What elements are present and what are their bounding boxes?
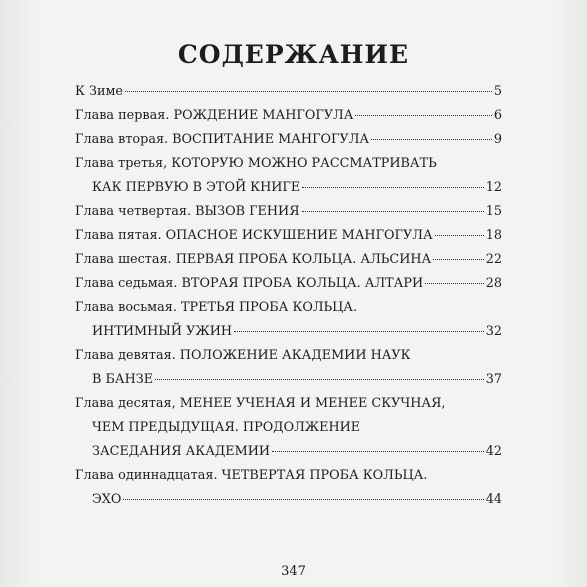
toc-entry [75,228,502,243]
dot-leader [302,187,483,188]
toc-entry-text: Глава одиннадцатая. ЧЕТВЕРТАЯ ПРОБА КОЛЬЦА. [75,468,428,483]
toc-entry-text: КАК ПЕРВУЮ В ЭТОЙ КНИГЕ [92,180,301,195]
dot-leader [123,499,483,500]
toc-page-number: 12 [485,180,502,195]
toc-entry-line [75,492,502,507]
toc-entry-line [75,84,502,99]
toc-entry-text: ЧЕМ ПРЕДЫДУЩАЯ. ПРОДОЛЖЕНИЕ [92,420,361,435]
table-of-contents [75,84,502,516]
toc-page-number: 44 [485,492,502,507]
page-title: СОДЕРЖАНИЕ [177,40,410,69]
page-number: 347 [281,564,306,579]
dot-leader [355,115,491,116]
toc-entry-text: Глава третья, КОТОРУЮ МОЖНО РАССМАТРИВАТЬ [75,156,437,171]
toc-page-number: 15 [485,204,502,219]
toc-entry-text: ЭХО [92,492,122,507]
toc-entry-line [75,348,502,363]
dot-leader [155,379,484,380]
toc-entry-text: Глава седьмая. ВТОРАЯ ПРОБА КОЛЬЦА. АЛТАРИ [75,276,424,291]
toc-entry [75,108,502,123]
toc-entry-line [75,300,502,315]
toc-entry-text: В БАНЗЕ [92,372,154,387]
toc-entry-text: ЗАСЕДАНИЯ АКАДЕМИИ [92,444,271,459]
toc-entry-line [75,180,502,195]
toc-page-number: 22 [485,252,502,267]
toc-entry [75,252,502,267]
toc-entry [75,348,502,387]
toc-entry-line [75,372,502,387]
toc-page-number: 28 [485,276,502,291]
toc-entry-line [75,228,502,243]
toc-page-number: 9 [493,132,502,147]
toc-entry-text: Глава пятая. ОПАСНОЕ ИСКУШЕНИЕ МАНГОГУЛА [75,228,433,243]
toc-entry [75,84,502,99]
toc-entry-line [75,468,502,483]
toc-entry-text: Глава девятая. ПОЛОЖЕНИЕ АКАДЕМИИ НАУК [75,348,411,363]
toc-entry [75,132,502,147]
toc-entry-text: Глава шестая. ПЕРВАЯ ПРОБА КОЛЬЦА. АЛЬСИНА [75,252,432,267]
toc-entry-line [75,132,502,147]
toc-entry [75,396,502,459]
toc-entry-line [75,156,502,171]
toc-entry-text: Глава четвертая. ВЫЗОВ ГЕНИЯ [75,204,300,219]
toc-entry [75,204,502,219]
toc-entry-text: Глава десятая, МЕНЕЕ УЧЕНАЯ И МЕНЕЕ СКУЧНАЯ, [75,396,446,411]
dot-leader [425,283,484,284]
toc-entry [75,156,502,195]
toc-page-number: 18 [485,228,502,243]
dot-leader [125,91,492,92]
toc-page-number: 32 [485,324,502,339]
toc-page-number: 37 [485,372,502,387]
dot-leader [435,235,484,236]
toc-entry-line [75,420,502,435]
toc-entry-text: К Зиме [75,84,124,99]
toc-entry-text: ИНТИМНЫЙ УЖИН [92,324,233,339]
toc-entry-line [75,252,502,267]
toc-page-number: 6 [493,108,502,123]
toc-page-number: 42 [485,444,502,459]
toc-entry-line [75,276,502,291]
dot-leader [234,331,484,332]
toc-entry-line [75,204,502,219]
dot-leader [433,259,484,260]
toc-entry-line [75,444,502,459]
toc-entry-text: Глава первая. РОЖДЕНИЕ МАНГОГУЛА [75,108,354,123]
toc-entry [75,468,502,507]
toc-entry-line [75,324,502,339]
toc-entry-text: Глава вторая. ВОСПИТАНИЕ МАНГОГУЛА [75,132,370,147]
toc-entry [75,300,502,339]
toc-entry [75,276,502,291]
dot-leader [371,139,492,140]
toc-page-number: 5 [493,84,502,99]
toc-entry-line [75,396,502,411]
toc-entry-line [75,108,502,123]
toc-entry-text: Глава восьмая. ТРЕТЬЯ ПРОБА КОЛЬЦА. [75,300,358,315]
dot-leader [302,211,484,212]
dot-leader [272,451,484,452]
